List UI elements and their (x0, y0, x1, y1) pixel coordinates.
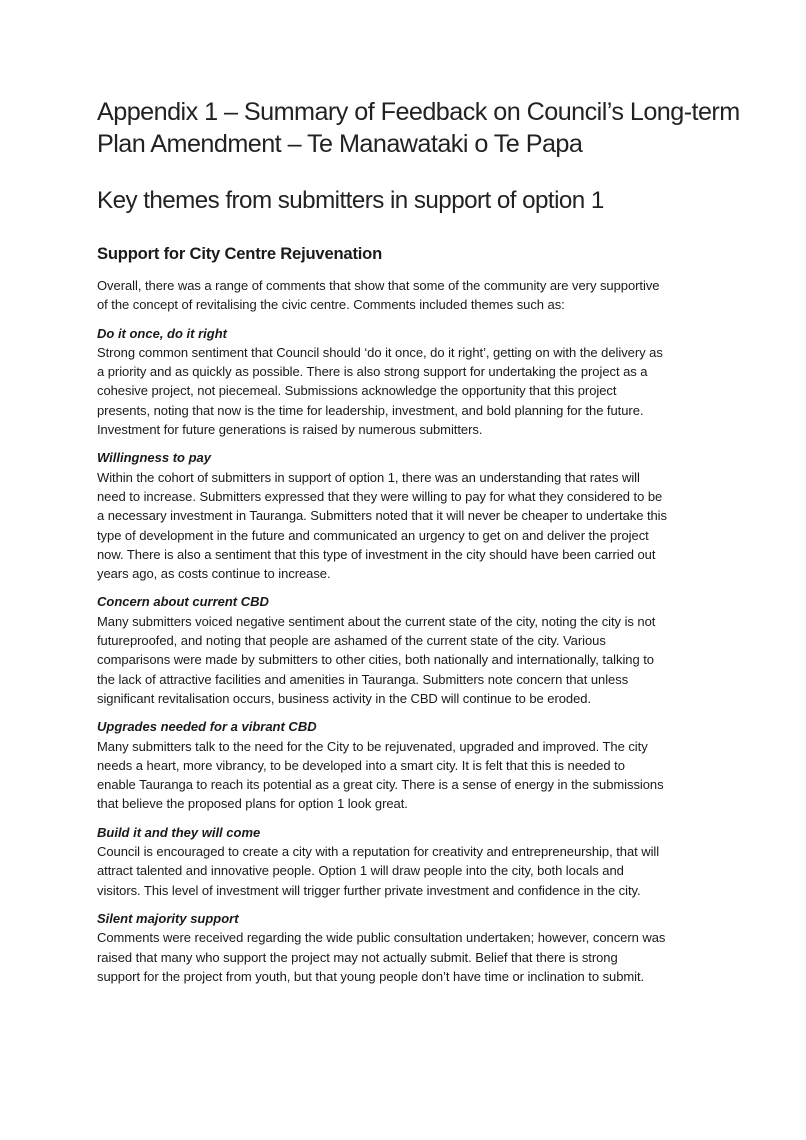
theme-paragraph-line: a necessary investment in Tauranga. Submitters noted that it will never be cheaper to undertake this (97, 508, 667, 524)
theme-paragraph-line: Many submitters voiced negative sentiment about the current state of the city, noting the city is not (97, 613, 656, 629)
theme-paragraph-line: the lack of attractive facilities and amenities in Tauranga. Submitters note concern that unless (97, 671, 629, 687)
theme-paragraph (97, 343, 717, 439)
theme-paragraph (97, 612, 717, 708)
theme-paragraph-line: need to increase. Submitters expressed that they were willing to pay for what they considered to be (97, 488, 663, 504)
theme-paragraph-line: Council is encouraged to create a city with a reputation for creativity and entrepreneurship, that will (97, 844, 660, 860)
theme-paragraph-line: significant revitalisation occurs, business activity in the CBD will continue to be eroded. (97, 690, 592, 706)
appendix-title-line: Appendix 1 – Summary of Feedback on Council’s Long-term (97, 98, 740, 126)
intro-line: of the concept of revitalising the civic centre. Comments included themes such as: (97, 297, 565, 313)
themes-list (97, 324, 717, 987)
theme-title: Concern about current CBD (97, 594, 269, 610)
theme-paragraph-line: support for the project from youth, but that young people don’t have time or inclination to submit. (97, 968, 645, 984)
theme-title: Build it and they will come (97, 824, 261, 840)
section-heading: Support for City Centre Rejuvenation (97, 244, 383, 263)
theme-title: Upgrades needed for a vibrant CBD (97, 719, 317, 735)
theme-paragraph-line: that believe the proposed plans for option 1 look great. (97, 796, 408, 812)
theme-paragraph-line: enable Tauranga to reach its potential as a great city. There is a sense of energy in the submissions (97, 777, 664, 793)
key-themes-heading: Key themes from submitters in support of option 1 (97, 187, 604, 214)
theme-paragraph-line: presents, noting that now is the time for leadership, investment, and bold planning for the future. (97, 402, 644, 418)
theme-paragraph-line: cohesive project, not piecemeal. Submissions acknowledge the opportunity that this project (97, 383, 617, 399)
theme-paragraph-line: raised that many who support the project may not actually submit. Belief that there is strong (97, 949, 618, 965)
theme-paragraph-line: needs a heart, more vibrancy, to be developed into a smart city. It is felt that this is needed to (97, 757, 625, 773)
theme-block (97, 324, 717, 440)
theme-paragraph-line: attract talented and innovative people. Option 1 will draw people into the city, both locals and (97, 863, 624, 879)
theme-paragraph-line: visitors. This level of investment will trigger further private investment and confidence in the city. (97, 882, 641, 898)
theme-paragraph-line: Comments were received regarding the wide public consultation undertaken; however, concern was (97, 930, 666, 946)
theme-paragraph (97, 737, 717, 814)
theme-title: Do it once, do it right (97, 325, 227, 341)
theme-paragraph-line: years ago, as costs continue to increase. (97, 566, 331, 582)
theme-title: Silent majority support (97, 910, 239, 926)
theme-paragraph (97, 468, 717, 584)
theme-paragraph-line: now. There is also a sentiment that this type of investment in the city should have been carried out (97, 546, 656, 562)
theme-paragraph-line: comparisons were made by submitters to other cities, both nationally and internationally, talking to (97, 652, 654, 668)
theme-paragraph-line: Strong common sentiment that Council should ‘do it once, do it right’, getting on with the delivery as (97, 344, 663, 360)
theme-paragraph-line: Within the cohort of submitters in support of option 1, there was an understanding that rates will (97, 469, 640, 485)
theme-block (97, 717, 717, 813)
theme-paragraph-line: type of development in the future and communicated an urgency to get on and deliver the project (97, 527, 649, 543)
theme-title: Willingness to pay (97, 450, 212, 466)
theme-block (97, 592, 717, 708)
intro-line: Overall, there was a range of comments that show that some of the community are very supportive (97, 278, 660, 293)
theme-block (97, 448, 717, 583)
theme-paragraph-line: Many submitters talk to the need for the City to be rejuvenated, upgraded and improved. The city (97, 738, 648, 754)
page-content (97, 96, 740, 986)
theme-block (97, 909, 717, 986)
intro-paragraph (97, 276, 717, 315)
theme-block (97, 823, 717, 900)
theme-paragraph-line: futureproofed, and noting that people are ashamed of the current state of the city. Various (97, 633, 606, 649)
appendix-title (97, 96, 740, 160)
theme-paragraph (97, 928, 717, 986)
theme-paragraph-line: Investment for future generations is raised by numerous submitters. (97, 422, 483, 438)
theme-paragraph (97, 842, 717, 900)
appendix-title-line: Plan Amendment – Te Manawataki o Te Papa (97, 130, 583, 158)
theme-paragraph-line: a priority and as quickly as possible. There is also strong support for undertaking the project as a (97, 364, 648, 380)
